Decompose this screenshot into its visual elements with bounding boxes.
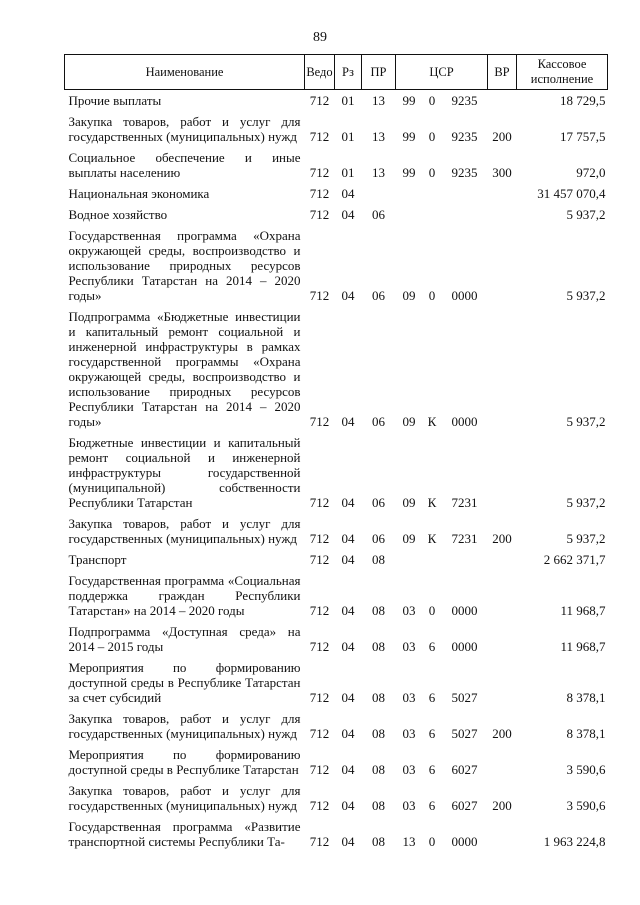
row-vr: 200 — [492, 798, 512, 813]
row-rz: 01 — [341, 93, 355, 108]
row-csr-program: 99 — [402, 165, 416, 180]
row-vr — [488, 201, 517, 222]
row-rz: 04 — [341, 690, 355, 705]
table-row — [65, 510, 608, 546]
row-amount: 3 590,6 — [566, 798, 606, 813]
row-ved: 712 — [309, 414, 330, 429]
table-row — [65, 429, 608, 510]
row-vr: 200 — [492, 531, 512, 546]
row-csr-program: 99 — [402, 129, 416, 144]
row-pr: 08 — [372, 798, 385, 813]
row-csr-subprogram: 6 — [428, 762, 436, 777]
row-ved: 712 — [309, 186, 330, 201]
row-csr-code: 0000 — [451, 639, 478, 654]
table-row — [65, 201, 608, 222]
row-vr — [488, 90, 517, 109]
row-pr — [362, 180, 396, 201]
row-vr — [488, 618, 517, 654]
table-row — [65, 144, 608, 180]
row-csr-program: 03 — [402, 603, 416, 618]
row-rz: 01 — [341, 165, 355, 180]
table-row — [65, 777, 608, 813]
table-body — [65, 90, 608, 850]
row-ved: 712 — [309, 129, 330, 144]
row-ved: 712 — [309, 762, 330, 777]
table-row — [65, 618, 608, 654]
header-vr: ВР — [488, 55, 517, 90]
row-pr: 08 — [372, 726, 385, 741]
table-header — [65, 55, 608, 90]
row-name: Национальная экономика — [68, 186, 210, 201]
row-csr-code: 0000 — [451, 834, 478, 849]
row-vr — [488, 813, 517, 849]
row-amount: 1 963 224,8 — [543, 834, 606, 849]
row-csr-code — [442, 546, 488, 567]
row-csr-code: 5027 — [451, 726, 478, 741]
row-amount: 5 937,2 — [566, 495, 606, 510]
table-row — [65, 90, 608, 109]
row-ved: 712 — [309, 288, 330, 303]
header-rz: Рз — [335, 55, 362, 90]
row-name: Мероприятия по формированию доступной среды в Республике Татарстан за счет субсидий — [68, 660, 301, 705]
row-name: Водное хозяйство — [68, 207, 168, 222]
row-amount: 17 757,5 — [560, 129, 606, 144]
table-row — [65, 222, 608, 303]
row-amount: 31 457 070,4 — [537, 186, 606, 201]
row-vr — [488, 303, 517, 429]
row-vr — [488, 180, 517, 201]
row-csr-code: 7231 — [451, 531, 478, 546]
row-name: Государственная программа «Развитие транспортной системы Республики Та- — [68, 819, 301, 849]
table-row — [65, 813, 608, 849]
row-name: Закупка товаров, работ и услуг для государственных (муниципальных) нужд — [68, 516, 301, 546]
row-name: Государственная программа «Социальная поддержка граждан Республики Татарстан» на 2014 – 2020 годы — [68, 573, 301, 618]
row-pr: 08 — [372, 639, 385, 654]
row-csr-code: 0000 — [451, 414, 478, 429]
row-csr-code: 7231 — [451, 495, 478, 510]
row-rz: 04 — [341, 414, 355, 429]
table-row — [65, 654, 608, 705]
row-vr — [488, 567, 517, 618]
row-ved: 712 — [309, 726, 330, 741]
row-csr-subprogram: 6 — [428, 639, 436, 654]
table-row — [65, 741, 608, 777]
row-rz: 04 — [341, 603, 355, 618]
row-rz: 04 — [341, 186, 355, 201]
row-pr: 08 — [372, 552, 385, 567]
row-csr-program: 09 — [402, 495, 416, 510]
row-amount: 3 590,6 — [566, 762, 606, 777]
row-csr-subprogram: 0 — [428, 165, 436, 180]
row-rz: 04 — [341, 834, 355, 849]
row-ved: 712 — [309, 207, 330, 222]
row-rz: 04 — [341, 207, 355, 222]
row-csr-subprogram: 0 — [428, 603, 436, 618]
row-csr-program — [396, 180, 423, 201]
row-vr: 300 — [492, 165, 512, 180]
row-ved: 712 — [309, 603, 330, 618]
row-pr: 13 — [372, 165, 385, 180]
row-name: Прочие выплаты — [68, 93, 162, 108]
row-amount: 5 937,2 — [566, 288, 606, 303]
page-number: 89 — [313, 30, 327, 45]
row-csr-program: 03 — [402, 639, 416, 654]
row-amount: 8 378,1 — [566, 690, 606, 705]
row-name: Мероприятия по формированию доступной среды в Республике Татарстан — [68, 747, 301, 777]
budget-table — [64, 54, 608, 849]
row-csr-program — [396, 201, 423, 222]
row-name: Бюджетные инвестиции и капитальный ремонт социальной и инженерной инфраструктуры государственной (муниципальной) собственности Республики Татарстан — [68, 435, 301, 510]
header-ved: Ведо — [305, 55, 335, 90]
row-vr: 200 — [492, 726, 512, 741]
row-rz: 04 — [341, 762, 355, 777]
row-pr: 06 — [372, 414, 385, 429]
row-csr-subprogram — [423, 546, 442, 567]
row-amount: 18 729,5 — [560, 93, 606, 108]
row-vr: 200 — [492, 129, 512, 144]
row-csr-program: 03 — [402, 690, 416, 705]
row-rz: 04 — [341, 798, 355, 813]
row-csr-subprogram: 6 — [428, 798, 436, 813]
table-row — [65, 303, 608, 429]
row-pr: 08 — [372, 690, 385, 705]
row-csr-program: 09 — [402, 531, 416, 546]
header-kassa: Кассовое исполнение — [517, 55, 608, 90]
row-csr-code: 9235 — [451, 165, 478, 180]
row-csr-subprogram: 0 — [428, 834, 436, 849]
row-rz: 04 — [341, 288, 355, 303]
table-row — [65, 108, 608, 144]
row-ved: 712 — [309, 531, 330, 546]
row-name: Подпрограмма «Бюджетные инвестиции и капитальный ремонт социальной и инженерной инфраструктуры в рамках государственной программы «Охрана окружающей среды, воспроизводство и использование природных ресурсов Республики Татарстан на 2014 – 2020 годы» — [68, 309, 301, 429]
table-row — [65, 705, 608, 741]
row-csr-code: 9235 — [451, 93, 478, 108]
row-ved: 712 — [309, 639, 330, 654]
row-name: Закупка товаров, работ и услуг для государственных (муниципальных) нужд — [68, 711, 301, 741]
row-csr-program: 09 — [402, 414, 416, 429]
row-rz: 04 — [341, 639, 355, 654]
row-amount: 5 937,2 — [566, 414, 606, 429]
table-row — [65, 546, 608, 567]
row-amount: 8 378,1 — [566, 726, 606, 741]
row-ved: 712 — [309, 834, 330, 849]
header-csr: ЦСР — [396, 55, 488, 90]
row-pr: 08 — [372, 834, 385, 849]
row-name: Социальное обеспечение и иные выплаты населению — [68, 150, 301, 180]
row-ved: 712 — [309, 552, 330, 567]
row-csr-program: 03 — [402, 762, 416, 777]
row-csr-program — [396, 546, 423, 567]
row-csr-code: 6027 — [451, 798, 478, 813]
row-csr-code — [442, 180, 488, 201]
row-csr-subprogram: 6 — [428, 726, 436, 741]
row-ved: 712 — [309, 798, 330, 813]
header-name: Наименование — [65, 55, 305, 90]
row-csr-subprogram: К — [427, 531, 437, 546]
row-csr-program: 99 — [402, 93, 416, 108]
row-rz: 04 — [341, 531, 355, 546]
row-rz: 04 — [341, 495, 355, 510]
row-pr: 08 — [372, 603, 385, 618]
row-name: Закупка товаров, работ и услуг для государственных (муниципальных) нужд — [68, 783, 301, 813]
row-pr: 13 — [372, 129, 385, 144]
row-csr-subprogram: 0 — [428, 129, 436, 144]
row-csr-program: 09 — [402, 288, 416, 303]
row-ved: 712 — [309, 690, 330, 705]
row-csr-subprogram — [423, 201, 442, 222]
row-csr-subprogram: К — [427, 495, 437, 510]
row-csr-program: 13 — [402, 834, 416, 849]
table-row — [65, 180, 608, 201]
row-csr-subprogram: К — [427, 414, 437, 429]
table-row — [65, 567, 608, 618]
row-amount: 5 937,2 — [566, 207, 606, 222]
row-csr-subprogram: 6 — [428, 690, 436, 705]
row-name: Государственная программа «Охрана окружающей среды, воспроизводство и использование природных ресурсов Республики Татарстан на 2014 – 2020 годы» — [68, 228, 301, 303]
row-csr-code — [442, 201, 488, 222]
row-vr — [488, 741, 517, 777]
row-name: Закупка товаров, работ и услуг для государственных (муниципальных) нужд — [68, 114, 301, 144]
row-pr: 06 — [372, 207, 385, 222]
row-csr-subprogram — [423, 180, 442, 201]
row-name: Подпрограмма «Доступная среда» на 2014 – 2015 годы — [68, 624, 301, 654]
row-amount: 11 968,7 — [560, 639, 606, 654]
header-pr: ПР — [362, 55, 396, 90]
row-vr — [488, 222, 517, 303]
row-csr-subprogram: 0 — [428, 93, 436, 108]
row-amount: 972,0 — [576, 165, 606, 180]
row-pr: 06 — [372, 531, 385, 546]
row-amount: 5 937,2 — [566, 531, 606, 546]
row-amount: 2 662 371,7 — [543, 552, 606, 567]
row-ved: 712 — [309, 495, 330, 510]
row-rz: 04 — [341, 552, 355, 567]
row-csr-program: 03 — [402, 726, 416, 741]
row-ved: 712 — [309, 165, 330, 180]
row-amount: 11 968,7 — [560, 603, 606, 618]
row-csr-program: 03 — [402, 798, 416, 813]
row-csr-code: 0000 — [451, 288, 478, 303]
row-pr: 06 — [372, 495, 385, 510]
row-csr-code: 9235 — [451, 129, 478, 144]
row-csr-code: 0000 — [451, 603, 478, 618]
row-pr: 06 — [372, 288, 385, 303]
row-vr — [488, 546, 517, 567]
row-ved: 712 — [309, 93, 330, 108]
row-vr — [488, 654, 517, 705]
row-pr: 13 — [372, 93, 385, 108]
row-csr-subprogram: 0 — [428, 288, 436, 303]
row-rz: 01 — [341, 129, 355, 144]
row-csr-code: 6027 — [451, 762, 478, 777]
row-csr-code: 5027 — [451, 690, 478, 705]
row-vr — [488, 429, 517, 510]
row-name: Транспорт — [68, 552, 127, 567]
row-pr: 08 — [372, 762, 385, 777]
row-rz: 04 — [341, 726, 355, 741]
